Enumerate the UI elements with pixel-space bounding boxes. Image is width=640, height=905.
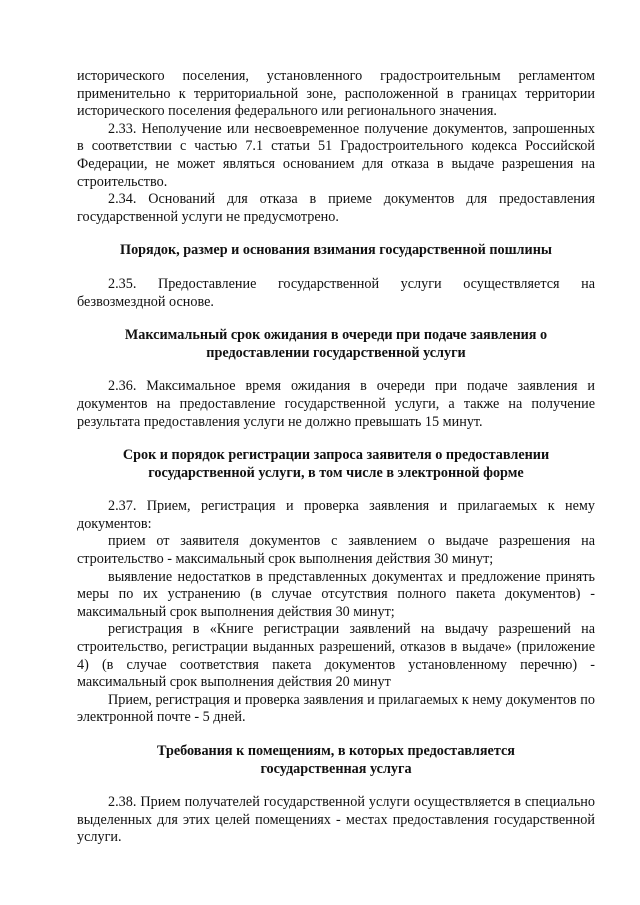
paragraph-2-37-defects: выявление недостатков в представленных документах и предложение принять меры по их устранению (в случае отсутствия полного пакета документов) - максимальный срок выполнения действия 30 минут; xyxy=(77,568,595,620)
paragraph-2-34: 2.34. Оснований для отказа в приеме документов для предоставления государственной услуги не предусмотрено. xyxy=(77,191,595,225)
heading-registration-line-2: государственной услуги, в том числе в электронной форме xyxy=(148,464,524,481)
heading-queue-line-2: предоставлении государственной услуги xyxy=(206,344,466,361)
heading-premises-line-2: государственная услуга xyxy=(260,760,412,777)
paragraph-2-37-email: Прием, регистрация и проверка заявления и прилагаемых к нему документов по электронной почте - 5 дней. xyxy=(77,691,595,726)
heading-queue-line-1: Максимальный срок ожидания в очереди при подаче заявления о xyxy=(124,327,548,344)
paragraph-2-35: 2.35. Предоставление государственной услуги осуществляется на безвозмездной основе. xyxy=(77,275,595,310)
heading-state-fee: Порядок, размер и основания взимания государственной пошлины xyxy=(120,242,552,259)
paragraph-2-36: 2.36. Максимальное время ожидания в очереди при подаче заявления и документов на предоставление государственной услуги, а также на получение результата предоставления услуги не должно превышать 15 минут. xyxy=(77,378,595,430)
heading-registration-line-1: Срок и порядок регистрации запроса заявителя о предоставлении xyxy=(122,447,550,464)
paragraph-2-33: 2.33. Неполучение или несвоевременное получение документов, запрошенных в соответствии с частью 7.1 статьи 51 Градостроительного кодекса Российской Федерации, не может являться основанием для отказа в выдаче разрешения на строительство. xyxy=(77,120,595,190)
heading-queue-waiting xyxy=(77,327,595,362)
heading-request-registration xyxy=(77,447,595,482)
page-content xyxy=(77,68,595,847)
paragraph-2-37-intake: прием от заявителя документов с заявлением о выдаче разрешения на строительство - максимальный срок выполнения действия 30 минут; xyxy=(77,533,595,568)
paragraph-continuation: исторического поселения, установленного градостроительным регламентом применительно к территориальной зоне, расположенной в границах территории исторического поселения федерального или регионального значения. xyxy=(77,68,595,120)
paragraph-2-37: 2.37. Прием, регистрация и проверка заявления и прилагаемых к нему документов: xyxy=(77,498,595,532)
paragraph-2-38: 2.38. Прием получателей государственной услуги осуществляется в специально выделенных для этих целей помещениях - местах предоставления государственной услуги. xyxy=(77,794,595,846)
paragraph-2-37-registration: регистрация в «Книге регистрации заявлений на выдачу разрешений на строительство, регистрации выданных разрешений, отказов в выдаче» (приложение 4) (в случае соответствия пакета документов установленному перечню) - максимальный срок выполнения действия 20 минут xyxy=(77,621,595,691)
heading-premises-requirements xyxy=(77,743,595,778)
heading-premises-line-1: Требования к помещениям, в которых предоставляется xyxy=(157,743,515,759)
